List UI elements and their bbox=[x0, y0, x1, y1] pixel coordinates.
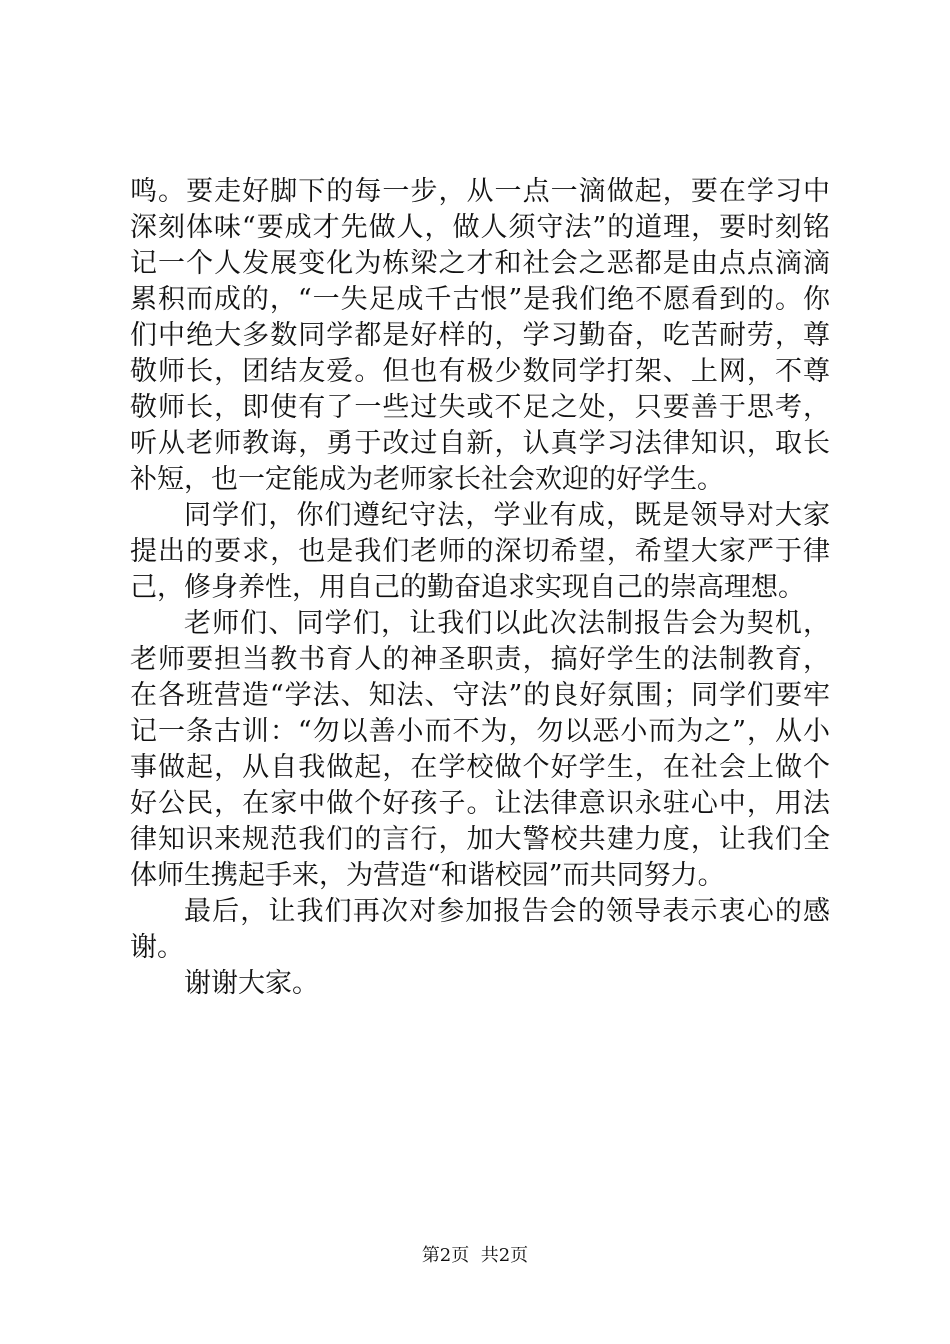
page-number-label: 第2页 共2页 bbox=[421, 1245, 529, 1266]
document-body bbox=[130, 174, 830, 1002]
paragraph-2: 同学们，你们遵纪守法，学业有成，既是领导对大家提出的要求，也是我们老师的深切希望，希望大家严于律己，修身养性，用自己的勤奋追求实现自己的崇高理想。 bbox=[130, 500, 830, 603]
paragraph-4: 最后，让我们再次对参加报告会的领导表示衷心的感谢。 bbox=[130, 896, 830, 963]
paragraph-3: 老师们、同学们，让我们以此次法制报告会为契机，老师要担当教书育人的神圣职责，搞好学生的法制教育，在各班营造“学法、知法、守法”的良好氛围；同学们要牢记一条古训：“勿以善小而不为，勿以恶小而为之”，从小事做起，从自我做起，在学校做个好学生，在社会上做个好公民，在家中做个好孩子。让法律意识永驻心中，用法律知识来规范我们的言行，加大警校共建力度，让我们全体师生携起手来，为营造“和谐校园”而共同努力。 bbox=[130, 608, 830, 891]
page-footer bbox=[0, 1244, 950, 1268]
paragraph-1: 鸣。要走好脚下的每一步，从一点一滴做起，要在学习中深刻体味“要成才先做人，做人须守法”的道理，要时刻铭记一个人发展变化为栋梁之才和社会之恶都是由点点滴滴累积而成的，“一失足成千古恨”是我们绝不愿看到的。你们中绝大多数同学都是好样的，学习勤奋，吃苦耐劳，尊敬师长，团结友爱。但也有极少数同学打架、上网，不尊敬师长，即使有了一些过失或不足之处，只要善于思考，听从老师教诲，勇于改过自新，认真学习法律知识，取长补短，也一定能成为老师家长社会欢迎的好学生。 bbox=[130, 176, 830, 495]
paragraph-5: 谢谢大家。 bbox=[184, 968, 319, 999]
